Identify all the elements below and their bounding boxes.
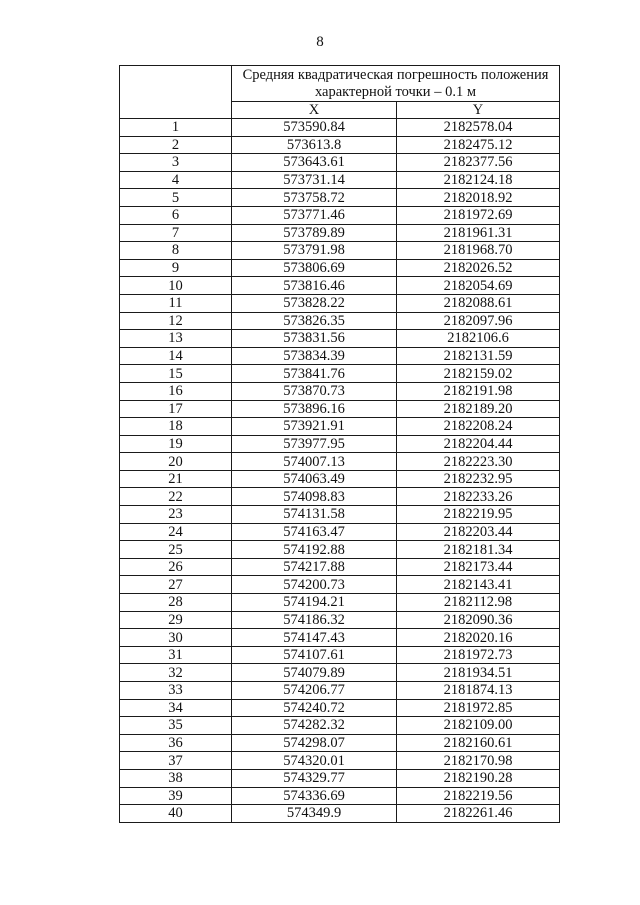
point-number-cell: 1 [120,119,232,137]
y-coordinate-cell: 2182204.44 [397,435,560,453]
y-coordinate-cell: 2182090.36 [397,611,560,629]
table-row [120,171,560,189]
x-coordinate-cell: 574147.43 [232,629,397,647]
point-number-cell: 24 [120,523,232,541]
x-coordinate-cell: 573771.46 [232,206,397,224]
point-number-header [120,66,232,119]
y-coordinate-cell: 2181972.73 [397,646,560,664]
table-row [120,312,560,330]
y-coordinate-cell: 2181972.85 [397,699,560,717]
table-row [120,277,560,295]
table-row [120,206,560,224]
table-row [120,769,560,787]
point-number-cell: 17 [120,400,232,418]
y-coordinate-cell: 2182020.16 [397,629,560,647]
table-row [120,294,560,312]
table-row [120,382,560,400]
x-coordinate-cell: 574192.88 [232,541,397,559]
x-coordinate-cell: 574200.73 [232,576,397,594]
x-coordinate-cell: 573816.46 [232,277,397,295]
y-coordinate-cell: 2182124.18 [397,171,560,189]
y-coordinate-cell: 2181874.13 [397,682,560,700]
x-coordinate-cell: 574298.07 [232,734,397,752]
y-coordinate-cell: 2182191.98 [397,382,560,400]
point-number-cell: 26 [120,558,232,576]
table-row [120,787,560,805]
x-coordinate-cell: 574107.61 [232,646,397,664]
point-number-cell: 29 [120,611,232,629]
table-row [120,594,560,612]
point-number-cell: 19 [120,435,232,453]
y-coordinate-cell: 2182160.61 [397,734,560,752]
y-coordinate-cell: 2182159.02 [397,365,560,383]
point-number-cell: 8 [120,242,232,260]
point-number-cell: 25 [120,541,232,559]
x-coordinate-cell: 573590.84 [232,119,397,137]
y-coordinate-cell: 2182097.96 [397,312,560,330]
point-number-cell: 22 [120,488,232,506]
x-coordinate-cell: 574007.13 [232,453,397,471]
table-row [120,488,560,506]
table-caption: Средняя квадратическая погрешность положения характерной точки – 0.1 м [232,66,560,102]
x-coordinate-cell: 574282.32 [232,717,397,735]
x-coordinate-cell: 573831.56 [232,330,397,348]
y-coordinate-cell: 2182377.56 [397,154,560,172]
table-row [120,734,560,752]
x-coordinate-cell: 573806.69 [232,259,397,277]
x-column-header: X [232,102,397,119]
x-coordinate-cell: 573791.98 [232,242,397,260]
table-row [120,347,560,365]
y-coordinate-cell: 2182189.20 [397,400,560,418]
point-number-cell: 30 [120,629,232,647]
table-row [120,189,560,207]
x-coordinate-cell: 574217.88 [232,558,397,576]
table-row [120,558,560,576]
y-coordinate-cell: 2181934.51 [397,664,560,682]
y-coordinate-cell: 2182578.04 [397,119,560,137]
table-row [120,242,560,260]
point-number-cell: 35 [120,717,232,735]
x-coordinate-cell: 574063.49 [232,470,397,488]
x-coordinate-cell: 573731.14 [232,171,397,189]
table-row [120,154,560,172]
point-number-cell: 14 [120,347,232,365]
point-number-cell: 33 [120,682,232,700]
point-number-cell: 18 [120,418,232,436]
point-number-cell: 21 [120,470,232,488]
point-number-cell: 11 [120,294,232,312]
x-coordinate-cell: 574320.01 [232,752,397,770]
table-row [120,664,560,682]
x-coordinate-cell: 574329.77 [232,769,397,787]
point-number-cell: 12 [120,312,232,330]
x-coordinate-cell: 573789.89 [232,224,397,242]
point-number-cell: 7 [120,224,232,242]
y-coordinate-cell: 2182208.24 [397,418,560,436]
point-number-cell: 10 [120,277,232,295]
point-number-cell: 13 [120,330,232,348]
table-row [120,506,560,524]
point-number-cell: 9 [120,259,232,277]
y-coordinate-cell: 2182173.44 [397,558,560,576]
table-row [120,365,560,383]
y-coordinate-cell: 2181968.70 [397,242,560,260]
x-coordinate-cell: 573977.95 [232,435,397,453]
point-number-cell: 3 [120,154,232,172]
point-number-cell: 36 [120,734,232,752]
point-number-cell: 16 [120,382,232,400]
table-body [120,119,560,823]
y-coordinate-cell: 2182054.69 [397,277,560,295]
point-number-cell: 31 [120,646,232,664]
y-coordinate-cell: 2182232.95 [397,470,560,488]
y-coordinate-cell: 2182203.44 [397,523,560,541]
point-number-cell: 38 [120,769,232,787]
x-coordinate-cell: 574349.9 [232,805,397,823]
table-row [120,259,560,277]
y-coordinate-cell: 2182143.41 [397,576,560,594]
table-row [120,470,560,488]
table-row [120,330,560,348]
x-coordinate-cell: 573896.16 [232,400,397,418]
x-coordinate-cell: 573834.39 [232,347,397,365]
x-coordinate-cell: 573643.61 [232,154,397,172]
table-row [120,629,560,647]
table-row [120,682,560,700]
table-row [120,646,560,664]
y-coordinate-cell: 2181961.31 [397,224,560,242]
table-row [120,418,560,436]
table-row [120,805,560,823]
table-row [120,453,560,471]
y-coordinate-cell: 2182261.46 [397,805,560,823]
y-coordinate-cell: 2182131.59 [397,347,560,365]
table-row [120,435,560,453]
table-row [120,136,560,154]
table-row [120,224,560,242]
x-coordinate-cell: 573921.91 [232,418,397,436]
point-number-cell: 23 [120,506,232,524]
table-row [120,576,560,594]
y-coordinate-cell: 2182106.6 [397,330,560,348]
y-coordinate-cell: 2182190.28 [397,769,560,787]
point-number-cell: 27 [120,576,232,594]
x-coordinate-cell: 573828.22 [232,294,397,312]
x-coordinate-cell: 573758.72 [232,189,397,207]
page-number: 8 [316,34,324,50]
y-coordinate-cell: 2182088.61 [397,294,560,312]
x-coordinate-cell: 573870.73 [232,382,397,400]
y-coordinate-cell: 2182223.30 [397,453,560,471]
x-coordinate-cell: 574240.72 [232,699,397,717]
x-coordinate-cell: 574194.21 [232,594,397,612]
table-row [120,752,560,770]
table-header [120,66,560,119]
y-coordinate-cell: 2182170.98 [397,752,560,770]
point-number-cell: 28 [120,594,232,612]
y-coordinate-cell: 2182233.26 [397,488,560,506]
table-row [120,541,560,559]
point-number-cell: 6 [120,206,232,224]
table-row [120,119,560,137]
point-number-cell: 39 [120,787,232,805]
y-coordinate-cell: 2182112.98 [397,594,560,612]
y-coordinate-cell: 2182109.00 [397,717,560,735]
y-coordinate-cell: 2182219.56 [397,787,560,805]
x-coordinate-cell: 574163.47 [232,523,397,541]
y-coordinate-cell: 2182475.12 [397,136,560,154]
point-number-cell: 20 [120,453,232,471]
x-coordinate-cell: 574206.77 [232,682,397,700]
y-coordinate-cell: 2181972.69 [397,206,560,224]
point-number-cell: 15 [120,365,232,383]
x-coordinate-cell: 574131.58 [232,506,397,524]
x-coordinate-cell: 574336.69 [232,787,397,805]
y-coordinate-cell: 2182018.92 [397,189,560,207]
y-coordinate-cell: 2182026.52 [397,259,560,277]
table-row [120,523,560,541]
point-number-cell: 32 [120,664,232,682]
point-number-cell: 40 [120,805,232,823]
point-number-cell: 4 [120,171,232,189]
y-coordinate-cell: 2182181.34 [397,541,560,559]
point-number-cell: 5 [120,189,232,207]
y-coordinate-cell: 2182219.95 [397,506,560,524]
x-coordinate-cell: 573613.8 [232,136,397,154]
point-number-cell: 34 [120,699,232,717]
point-number-cell: 37 [120,752,232,770]
point-number-cell: 2 [120,136,232,154]
x-coordinate-cell: 574186.32 [232,611,397,629]
table-row [120,699,560,717]
y-column-header: Y [397,102,560,119]
table-row [120,400,560,418]
x-coordinate-cell: 573826.35 [232,312,397,330]
table-row [120,611,560,629]
coordinates-table [119,65,560,823]
x-coordinate-cell: 574098.83 [232,488,397,506]
x-coordinate-cell: 573841.76 [232,365,397,383]
x-coordinate-cell: 574079.89 [232,664,397,682]
table-row [120,717,560,735]
